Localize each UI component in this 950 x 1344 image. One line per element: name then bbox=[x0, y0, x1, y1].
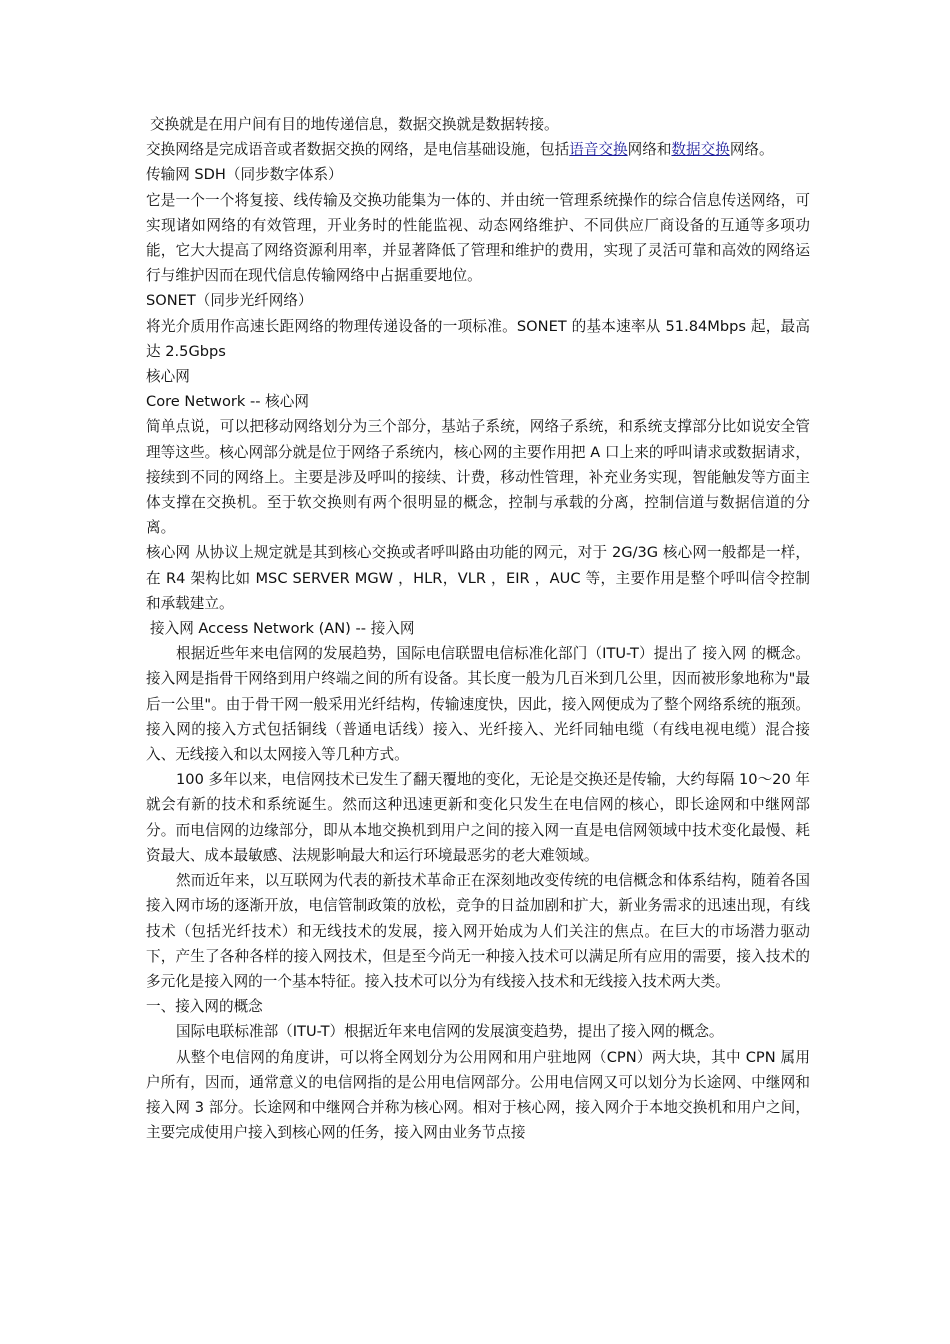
subheading-core-network: Core Network -- 核心网 bbox=[146, 393, 309, 411]
data-switching-link[interactable]: 数据交换 bbox=[671, 141, 730, 159]
paragraph-network-division: 从整个电信网的角度讲，可以将全网划分为公用网和用户驻地网（CPN）两大块，其中 CPN 属用户所有，因而，通常意义的电信网指的是公用电信网部分。公用电信网又可以划分为长途网、中继网和接入网 3 部分。长途网和中继网合并称为核心网。相对于核心网，接入网介于本地交换机和用户之间，主要完成使用户接入到核心网的任务，接入网由业务节点接 bbox=[146, 1048, 810, 1142]
heading-access-network: 接入网 Access Network (AN) -- 接入网 bbox=[150, 620, 415, 638]
heading-access-network-concept: 一、接入网的概念 bbox=[146, 998, 263, 1016]
paragraph-core-network-overview: 简单点说，可以把移动网络划分为三个部分，基站子系统，网络子系统，和系统支撑部分比如说安全管理等这些。核心网部分就是位于网络子系统内，核心网的主要作用把 A 口上来的呼叫请求或数据请求，接续到不同的网络上。主要是涉及呼叫的接续、计费，移动性管理，补充业务实现，智能触发等方面主体支撑在交换机。至于软交换则有两个很明显的概念，控制与承载的分离，控制信道与数据信道的分离。 bbox=[146, 418, 810, 537]
document-body bbox=[146, 112, 810, 1145]
heading-core-network: 核心网 bbox=[146, 368, 190, 386]
paragraph-core-network-protocol: 核心网 从协议上规定就是其到核心交换或者呼叫路由功能的网元，对于 2G/3G 核心网一般都是一样，在 R4 架构比如 MSC SERVER MGW ，HLR，VLR ，EIR ，AUC 等，主要作用是整个呼叫信令控制和承载建立。 bbox=[146, 544, 810, 612]
paragraph-sonet-description: 将光介质用作高速长距网络的物理传递设备的一项标准。SONET 的基本速率从 51.84Mbps 起，最高达 2.5Gbps bbox=[146, 317, 810, 360]
paragraph-text: 交换网络是完成语音或者数据交换的网络，是电信基础设施，包括 bbox=[146, 141, 570, 159]
paragraph-internet-revolution: 然而近年来，以互联网为代表的新技术革命正在深刻地改变传统的电信概念和体系结构，随着各国接入网市场的逐渐开放，电信管制政策的放松，竞争的日益加剧和扩大，新业务需求的迅速出现，有线技术（包括光纤技术）和无线技术的发展，接入网开始成为人们关注的焦点。在巨大的市场潜力驱动下，产生了各种各样的接入网技术，但是至今尚无一种接入技术可以满足所有应用的需要，接入技术的多元化是接入网的一个基本特征。接入技术可以分为有线接入技术和无线接入技术两大类。 bbox=[146, 872, 810, 990]
paragraph-text: 网络和 bbox=[627, 141, 672, 159]
paragraph-telecom-history: 100 多年以来，电信网技术已发生了翻天覆地的变化，无论是交换还是传输，大约每隔 10～20 年就会有新的技术和系统诞生。然而这种迅速更新和变化只发生在电信网的核心，即长途网和中继网部分。而电信网的边缘部分，即从本地交换机到用户之间的接入网一直是电信网领域中技术变化最慢、耗资最大、成本最敏感、法规影响最大和运行环境最恶劣的老大难领域。 bbox=[146, 771, 810, 864]
voice-switching-link[interactable]: 语音交换 bbox=[569, 141, 628, 159]
paragraph-access-network-trend: 根据近些年来电信网的发展趋势，国际电信联盟电信标准化部门（ITU-T）提出了 接入网 的概念。接入网是指骨干网络到用户终端之间的所有设备。其长度一般为几百米到几公里，因而被形象地称为"最后一公里"。由于骨干网一般采用光纤结构，传输速度快，因此，接入网便成为了整个网络系统的瓶颈。接入网的接入方式包括铜线（普通电话线）接入、光纤接入、光纤同轴电缆（有线电视电缆）混合接入、无线接入和以太网接入等几种方式。 bbox=[146, 645, 810, 764]
paragraph-itu-concept: 国际电联标准部（ITU-T）根据近年来电信网的发展演变趋势，提出了接入网的概念。 bbox=[176, 1023, 724, 1041]
paragraph-sdh-description: 它是一个一个将复接、线传输及交换功能集为一体的、并由统一管理系统操作的综合信息传送网络，可实现诸如网络的有效管理，开业务时的性能监视、动态网络维护、不同供应厂商设备的互通等多项功能，它大大提高了网络资源利用率，并显著降低了管理和维护的费用，实现了灵活可靠和高效的网络运行与维护因而在现代信息传输网络中占据重要地位。 bbox=[146, 191, 810, 285]
paragraph-switching-network bbox=[146, 137, 810, 162]
paragraph-switching-definition: 交换就是在用户间有目的地传递信息，数据交换就是数据转接。 bbox=[150, 116, 559, 133]
heading-sdh: 传输网 SDH（同步数字体系） bbox=[146, 166, 343, 184]
paragraph-text: 网络。 bbox=[729, 141, 774, 159]
heading-sonet: SONET（同步光纤网络） bbox=[146, 292, 313, 310]
